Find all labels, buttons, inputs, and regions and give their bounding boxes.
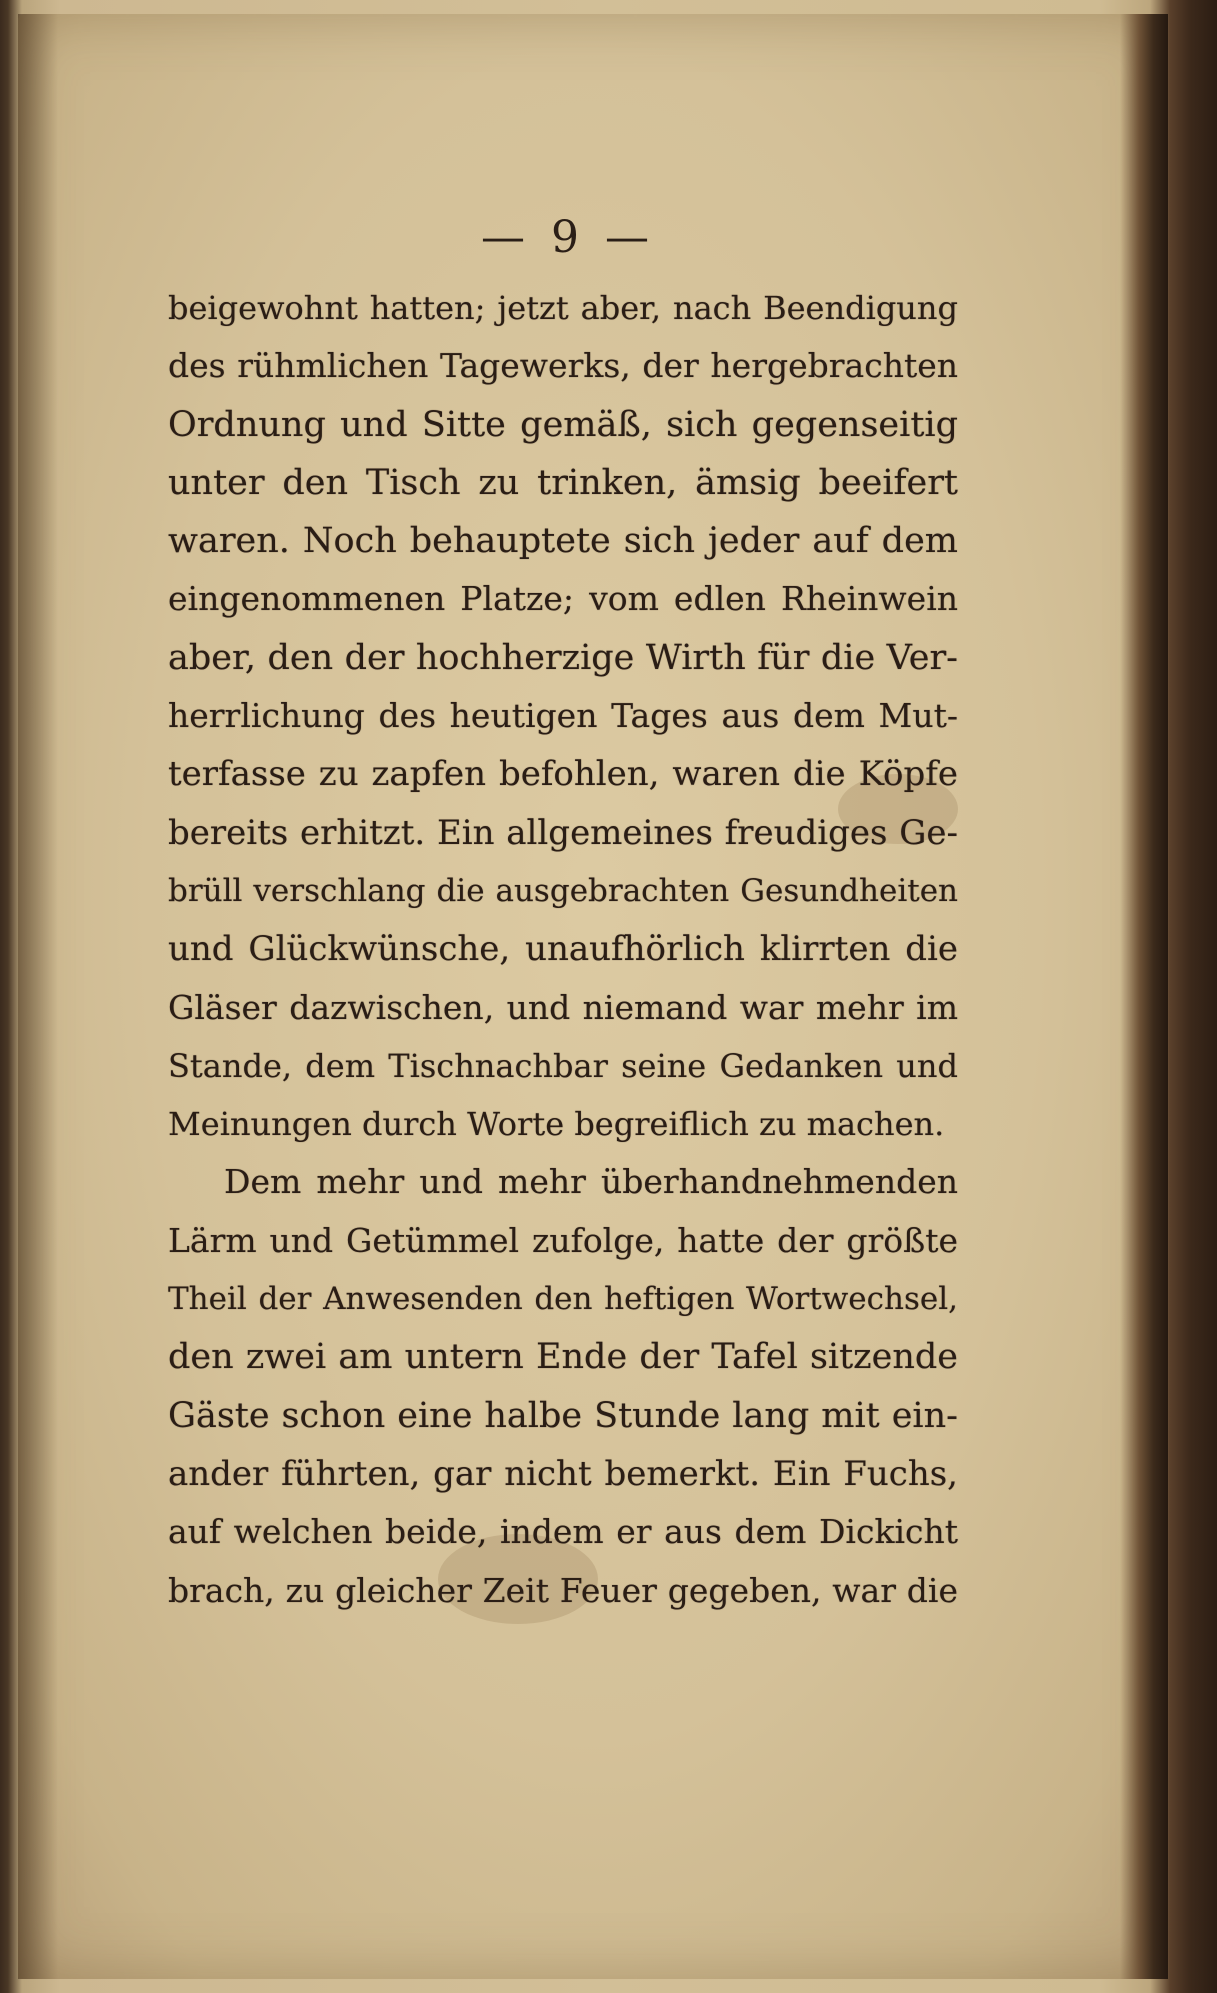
- text-line: Theil der Anwesenden den heftigen Wortwechsel,: [168, 1281, 958, 1318]
- text-line: herrlichung des heutigen Tages aus dem Mut-: [168, 696, 958, 736]
- text-line: Meinungen durch Worte begreiflich zu machen.: [168, 1105, 945, 1144]
- text-line: beigewohnt hatten; jetzt aber, nach Beendigung: [168, 289, 958, 327]
- text-line: brach, zu gleicher Zeit Feuer gegeben, war die: [168, 1570, 958, 1610]
- page-number: — 9 —: [481, 212, 655, 263]
- book-cover-edge: [1120, 14, 1168, 1979]
- text-line: brüll verschlang die ausgebrachten Gesundheiten: [168, 872, 958, 909]
- text-line: unter den Tisch zu trinken, ämsig beeifert: [168, 462, 958, 503]
- text-line: Lärm und Getümmel zufolge, hatte der größte: [168, 1220, 958, 1260]
- text-line: aber, den der hochherzige Wirth für die Ver-: [168, 637, 958, 678]
- text-line: auf welchen beide, indem er aus dem Dickicht: [168, 1512, 958, 1552]
- text-line: terfasse zu zapfen befohlen, waren die Köpfe: [168, 754, 958, 795]
- text-line: den zwei am untern Ende der Tafel sitzende: [168, 1337, 958, 1378]
- text-line: bereits erhitzt. Ein allgemeines freudiges Ge-: [168, 812, 958, 853]
- text-line: Gäste schon eine halbe Stunde lang mit ein-: [168, 1395, 958, 1436]
- text-line: ander führten, gar nicht bemerkt. Ein Fuchs,: [168, 1453, 958, 1494]
- text-line: Gläser dazwischen, und niemand war mehr im: [168, 987, 958, 1027]
- text-line: und Glückwünsche, unaufhörlich klirrten die: [168, 929, 958, 970]
- text-line: Stande, dem Tischnachbar seine Gedanken und: [168, 1046, 958, 1085]
- text-line: Ordnung und Sitte gemäß, sich gegenseitig: [168, 404, 958, 445]
- body-text: [168, 279, 958, 1620]
- text-line: Dem mehr und mehr überhandnehmenden: [224, 1162, 958, 1202]
- book-page: [18, 14, 1168, 1979]
- text-line: des rühmlichen Tagewerks, der hergebrachten: [168, 346, 958, 386]
- page-gutter-shadow: [18, 14, 58, 1979]
- text-line: waren. Noch behauptete sich jeder auf dem: [168, 521, 958, 562]
- text-line: eingenommenen Platze; vom edlen Rheinwein: [168, 579, 958, 619]
